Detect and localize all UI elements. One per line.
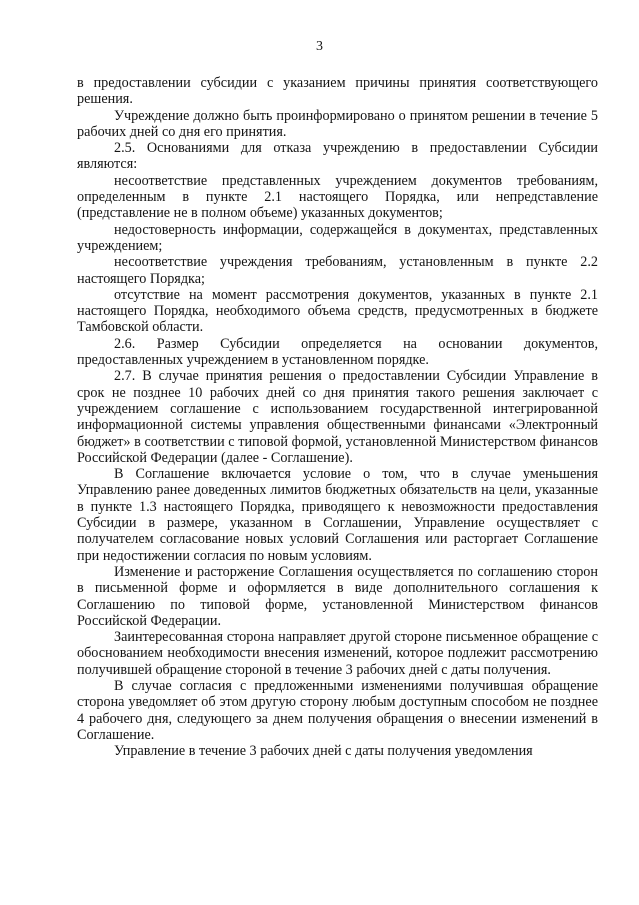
paragraph-list-item: недостоверность информации, содержащейся в документах, представленных учреждением; bbox=[77, 221, 598, 254]
paragraph-continuation: в предоставлении субсидии с указанием причины принятия соответствующего решения. bbox=[77, 75, 598, 108]
paragraph: Управление в течение 3 рабочих дней с даты получения уведомления bbox=[114, 743, 533, 760]
paragraph: В случае согласия с предложенными изменениями получившая обращение сторона уведомляет об этом другую сторону любым доступным способом не позднее 4 рабочего дня, следующего за днем получения обращения о внесении изменений в Соглашение. bbox=[77, 677, 598, 743]
paragraph-clause-2-5: 2.5. Основаниями для отказа учреждению в предоставлении Субсидии являются: bbox=[77, 140, 598, 173]
paragraph-clause-2-7: 2.7. В случае принятия решения о предоставлении Субсидии Управление в срок не позднее 10 рабочих дней со дня принятия такого решения заключает с учреждением соглашение с использованием государственной интегрированной информационной системы управления общественными финансами «Электронный бюджет» в соответствии с типовой формой, установленной Министерством финансов Российской Федерации (далее - Соглашение). bbox=[77, 368, 598, 466]
paragraph: Учреждение должно быть проинформировано о принятом решении в течение 5 рабочих дней со дня его принятия. bbox=[77, 107, 598, 140]
paragraph-list-item: отсутствие на момент рассмотрения документов, указанных в пункте 2.1 настоящего Порядка, необходимого объема средств, предусмотренных в бюджете Тамбовской области. bbox=[77, 286, 598, 336]
document-body bbox=[77, 75, 598, 759]
paragraph: Изменение и расторжение Соглашения осуществляется по соглашению сторон в письменной форме и оформляется в виде дополнительного соглашения к Соглашению по типовой форме, установленной Министерством финансов Российской Федерации. bbox=[77, 563, 598, 629]
paragraph: В Соглашение включается условие о том, что в случае уменьшения Управлению ранее доведенных лимитов бюджетных обязательств на цели, указанные в пункте 1.3 настоящего Порядка, приводящего к невозможности предоставления Субсидии в размере, указанном в Соглашении, Управление осуществляет с получателем согласование новых условий Соглашения или расторгает Соглашение при недостижении согласия по новым условиям. bbox=[77, 466, 598, 564]
paragraph-list-item: несоответствие учреждения требованиям, установленным в пункте 2.2 настоящего Порядка; bbox=[77, 254, 598, 287]
paragraph: Заинтересованная сторона направляет другой стороне письменное обращение с обоснованием необходимости внесения изменений, которое подлежит рассмотрению получившей обращение стороной в течение 3 рабочих дней с даты получения. bbox=[77, 629, 598, 678]
paragraph-list-item: несоответствие представленных учреждением документов требованиям, определенным в пункте 2.1 настоящего Порядка, или непредставление (представление не в полном объеме) указанных документов; bbox=[77, 172, 598, 222]
page-number: 3 bbox=[316, 39, 323, 54]
paragraph-clause-2-6: 2.6. Размер Субсидии определяется на основании документов, предоставленных учреждением в установленном порядке. bbox=[77, 335, 598, 369]
